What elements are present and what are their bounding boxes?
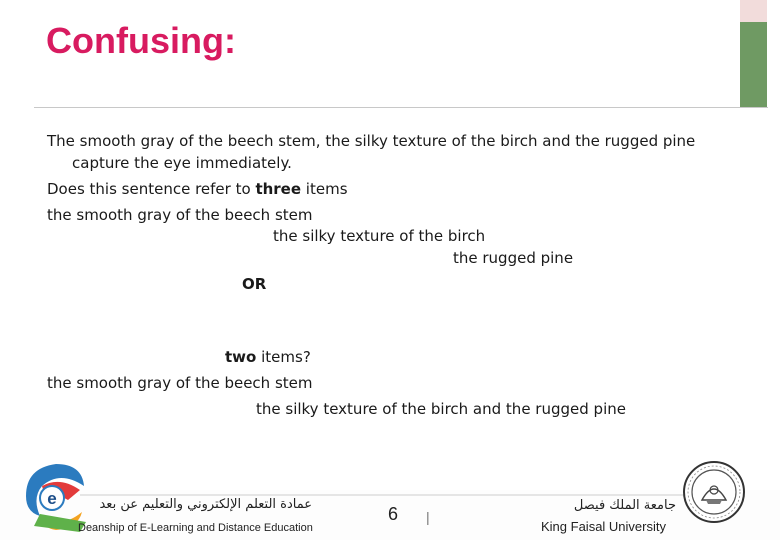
page-number: 6 — [388, 504, 399, 524]
deanship-arabic: عمادة التعلم الإلكتروني والتعليم عن بعد — [99, 497, 312, 512]
question-bold-three: three — [255, 180, 302, 198]
title-divider — [34, 107, 768, 108]
university-english: King Faisal University — [541, 519, 666, 534]
question-two — [225, 348, 311, 366]
question-two-suffix: items? — [256, 348, 311, 366]
university-arabic: جامعة الملك فيصل — [573, 498, 676, 513]
three-item-2: the silky texture of the birch — [273, 227, 486, 245]
footer-divider — [80, 494, 690, 496]
question-bold-two: two — [225, 348, 257, 366]
question-prefix: Does this sentence refer to — [47, 180, 256, 198]
accent-bar-top — [740, 0, 767, 22]
slide-title: Confusing: — [46, 20, 236, 61]
svg-text:e: e — [47, 489, 57, 508]
accent-bar — [740, 22, 767, 107]
deanship-english: Deanship of E-Learning and Distance Education — [78, 522, 313, 534]
university-seal-icon — [682, 460, 746, 524]
two-item-2: the silky texture of the birch and the rugged pine — [256, 400, 626, 418]
or-label: OR — [242, 275, 267, 293]
footer-separator: | — [426, 509, 430, 525]
sentence-line-2: capture the eye immediately. — [72, 154, 292, 172]
three-item-3: the rugged pine — [453, 249, 574, 267]
three-item-1: the smooth gray of the beech stem — [47, 206, 313, 224]
two-item-1: the smooth gray of the beech stem — [47, 374, 313, 392]
sentence-line-1: The smooth gray of the beech stem, the silky texture of the birch and the rugged pine — [47, 132, 696, 150]
question-suffix: items — [301, 180, 348, 198]
question-three — [47, 180, 348, 198]
